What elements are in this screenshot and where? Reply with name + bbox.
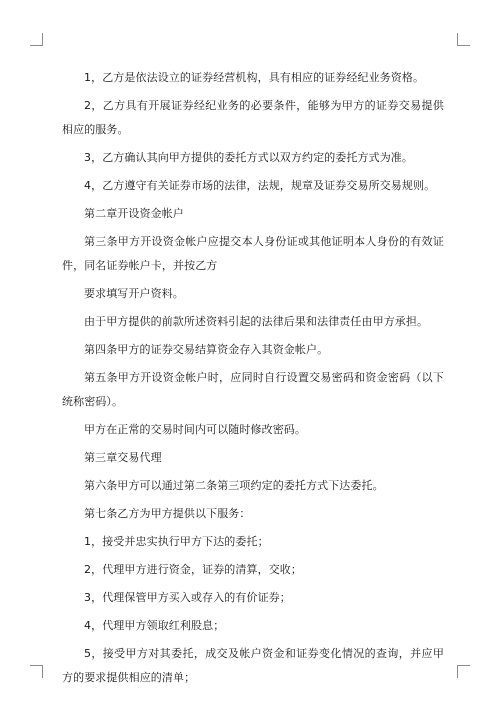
- paragraph-1: 1，乙方是依法设立的证券经营机构，具有相应的证券经纪业务资格。: [84, 71, 425, 84]
- paragraph-4: 4，乙方遵守有关证券市场的法律，法规，规章及证券交易所交易规则。: [84, 179, 436, 192]
- crop-mark-bottom-right: [457, 665, 470, 678]
- article-3-continued: 要求填写开户资料。: [84, 287, 184, 300]
- article-6: 第六条甲方可以通过第二条第三项约定的委托方式下达委托。: [84, 479, 384, 492]
- crop-mark-top-right: [457, 33, 470, 46]
- article-7: 第七条乙方为甲方提供以下服务：: [84, 507, 251, 520]
- service-item-1: 1，接受并忠实执行甲方下达的委托；: [84, 535, 269, 548]
- service-item-2: 2，代理甲方进行资金，证券的清算，交收；: [84, 563, 302, 576]
- article-4: 第四条甲方的证券交易结算资金存入其资金帐户。: [84, 343, 329, 356]
- chapter-heading-3: 第三章交易代理: [84, 451, 162, 464]
- article-3: 第三条甲方开设资金帐户应提交本人身份证或其他证明本人身份的有效证件，同名证券帐户卡，并按乙方: [62, 235, 444, 272]
- article-5: 第五条甲方开设资金帐户时，应同时自行设置交易密码和资金密码（以下统称密码）。: [62, 371, 444, 408]
- chapter-heading-2: 第二章开设资金帐户: [84, 207, 184, 220]
- document-body: [62, 66, 444, 694]
- crop-mark-top-left: [30, 33, 43, 46]
- paragraph-2: 2，乙方具有开展证券经纪业务的必要条件，能够为甲方的证券交易提供相应的服务。: [62, 99, 444, 136]
- service-item-5: 5，接受甲方对其委托，成交及帐户资金和证券变化情况的查询，并应甲方的要求提供相应的清单；: [62, 647, 444, 684]
- liability-paragraph: 由于甲方提供的前款所述资料引起的法律后果和法律责任由甲方承担。: [84, 315, 429, 328]
- service-item-3: 3，代理保管甲方买入或存入的有价证券；: [84, 591, 291, 604]
- paragraph-3: 3，乙方确认其向甲方提供的委托方式以双方约定的委托方式为准。: [84, 151, 413, 164]
- crop-mark-bottom-left: [30, 665, 43, 678]
- password-change-paragraph: 甲方在正常的交易时间内可以随时修改密码。: [84, 423, 306, 436]
- service-item-4: 4，代理甲方领取红利股息；: [84, 619, 225, 632]
